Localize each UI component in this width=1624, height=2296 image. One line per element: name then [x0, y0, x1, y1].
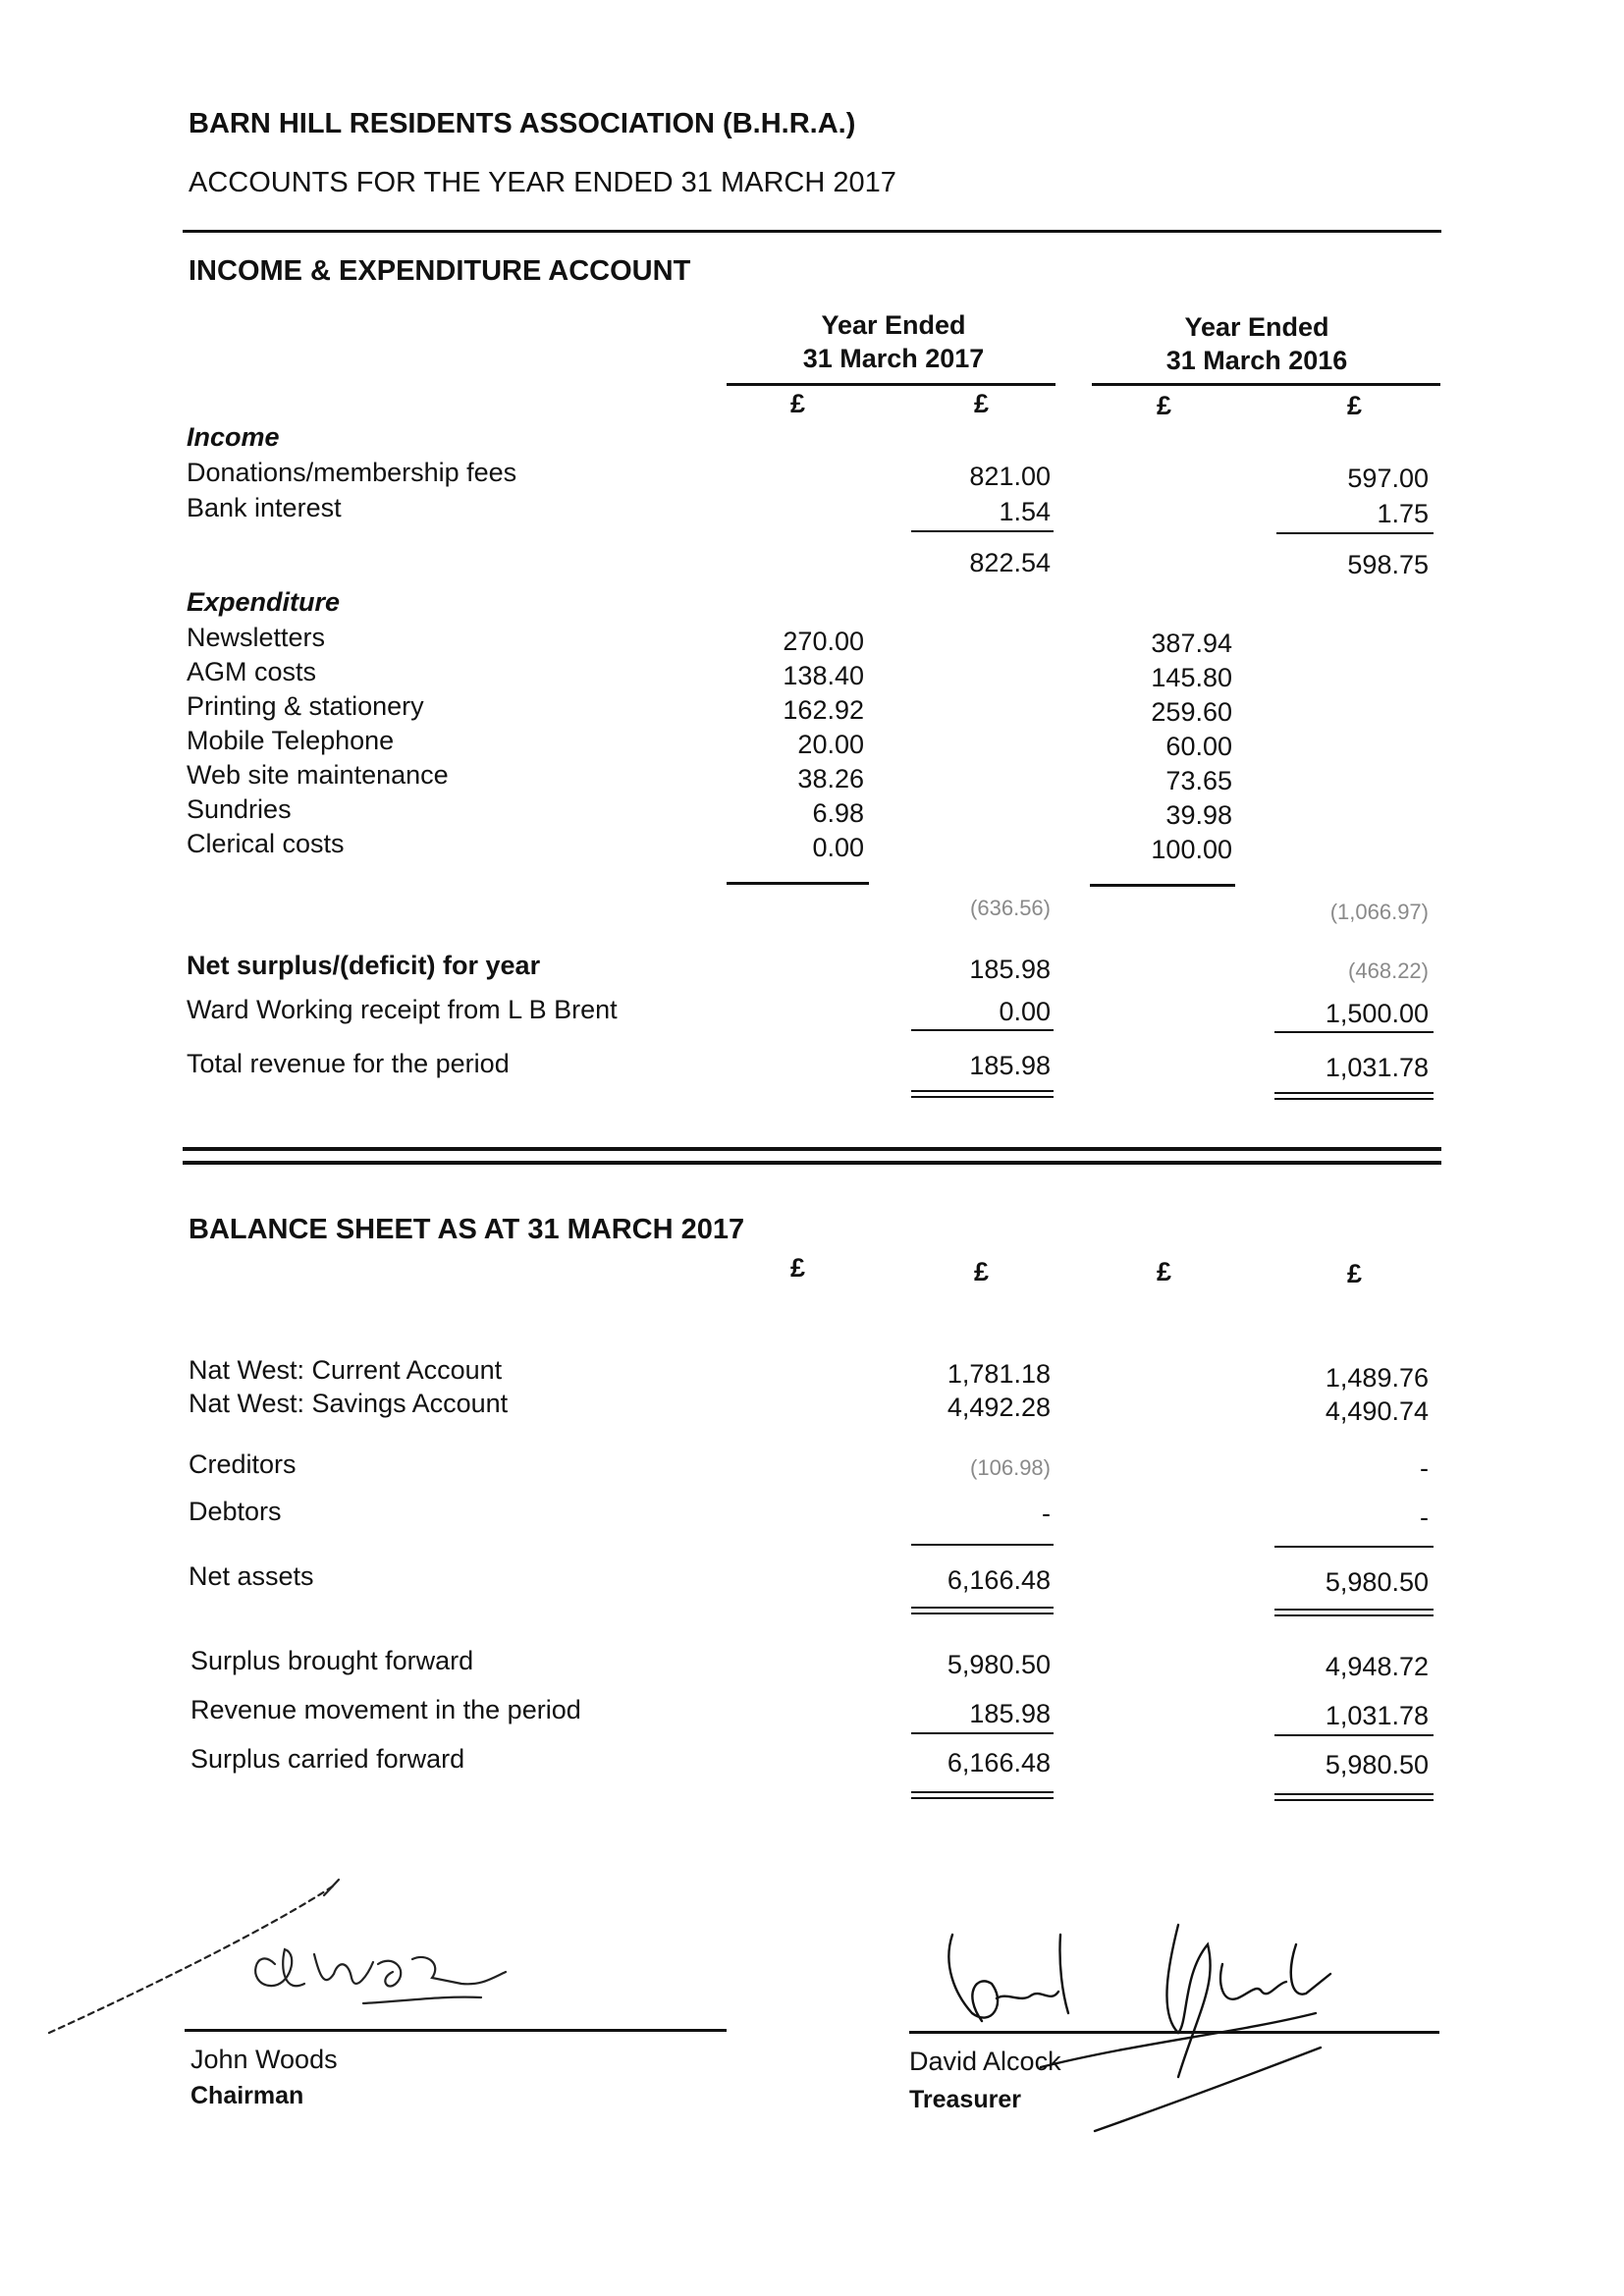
- chairman-signature: [39, 1856, 746, 2052]
- total-revenue-label: Total revenue for the period: [187, 1049, 510, 1078]
- expense-label: Newsletters: [187, 623, 326, 652]
- ward-working-label: Ward Working receipt from L B Brent: [187, 995, 618, 1024]
- currency-symbol: £: [790, 1253, 806, 1283]
- net-surplus-label: Net surplus/(deficit) for year: [187, 951, 541, 980]
- expense-2016: 60.00: [1165, 732, 1232, 761]
- col-2016-heading-line1: Year Ended: [1184, 312, 1329, 342]
- chairman-signature-line: [185, 2029, 727, 2032]
- revenue-movement-label: Revenue movement in the period: [190, 1695, 581, 1724]
- carried-forward-double-rule: [1274, 1793, 1434, 1795]
- col-2016-heading-rule: [1092, 383, 1440, 386]
- net-surplus-2016: (468.22): [1348, 958, 1429, 983]
- net-assets-label: Net assets: [189, 1561, 314, 1591]
- chairman-name: John Woods: [190, 2045, 338, 2074]
- debtors-2016: -: [1420, 1503, 1429, 1532]
- expense-2016: 39.98: [1165, 800, 1232, 830]
- net-assets-rule: [911, 1544, 1054, 1546]
- section-divider: [183, 1147, 1441, 1151]
- surplus-carried-forward-label: Surplus carried forward: [190, 1744, 465, 1774]
- net-assets-double-rule: [1274, 1609, 1434, 1611]
- chairman-role: Chairman: [190, 2082, 304, 2109]
- col-2017-heading-line2: 31 March 2017: [802, 344, 985, 373]
- expense-label: Mobile Telephone: [187, 726, 395, 755]
- savings-account-2016: 4,490.74: [1325, 1396, 1429, 1426]
- expense-2016: 259.60: [1151, 697, 1232, 727]
- currency-symbol: £: [1157, 1257, 1172, 1286]
- creditors-label: Creditors: [189, 1449, 297, 1479]
- expense-2017: 138.40: [783, 661, 864, 690]
- net-assets-double-rule: [1274, 1614, 1434, 1616]
- expense-2017: 270.00: [783, 627, 864, 656]
- surplus-brought-forward-label: Surplus brought forward: [190, 1646, 474, 1675]
- expense-2017: 162.92: [783, 695, 864, 725]
- creditors-2016: -: [1420, 1453, 1429, 1483]
- revenue-movement-2017: 185.98: [969, 1699, 1051, 1728]
- col-2017-heading-rule: [727, 383, 1056, 386]
- bank-interest-2017: 1.54: [999, 497, 1051, 526]
- bank-interest-label: Bank interest: [187, 493, 342, 522]
- total-revenue-2017: 185.98: [969, 1051, 1051, 1080]
- treasurer-name: David Alcock: [909, 2047, 1061, 2076]
- total-double-rule: [911, 1096, 1054, 1098]
- currency-symbol: £: [974, 389, 990, 418]
- expense-2017: 38.26: [797, 764, 864, 793]
- organisation-title: BARN HILL RESIDENTS ASSOCIATION (B.H.R.A.): [189, 108, 856, 139]
- surplus-brought-forward-2017: 5,980.50: [947, 1650, 1051, 1679]
- expense-2017: 0.00: [812, 833, 864, 862]
- income-heading: Income: [187, 422, 280, 452]
- donations-label: Donations/membership fees: [187, 458, 517, 487]
- ward-working-2016: 1,500.00: [1325, 999, 1429, 1028]
- ward-working-2017: 0.00: [999, 997, 1051, 1026]
- income-total-2017: 822.54: [969, 548, 1051, 577]
- expenditure-subtotal-rule: [1090, 884, 1235, 887]
- net-assets-rule: [1274, 1546, 1434, 1548]
- savings-account-label: Nat West: Savings Account: [189, 1389, 509, 1418]
- expenditure-total-2017: (636.56): [970, 896, 1051, 920]
- donations-2016: 597.00: [1347, 464, 1429, 493]
- carried-forward-double-rule: [911, 1791, 1054, 1793]
- balance-sheet-title: BALANCE SHEET AS AT 31 MARCH 2017: [189, 1214, 745, 1245]
- total-double-rule: [1274, 1092, 1434, 1094]
- expense-label: Printing & stationery: [187, 691, 424, 721]
- ward-subtotal-rule: [911, 1029, 1054, 1031]
- savings-account-2017: 4,492.28: [947, 1393, 1051, 1422]
- bank-interest-2016: 1.75: [1377, 499, 1429, 528]
- total-revenue-2016: 1,031.78: [1325, 1053, 1429, 1082]
- ward-subtotal-rule: [1274, 1031, 1434, 1033]
- current-account-2016: 1,489.76: [1325, 1363, 1429, 1393]
- income-subtotal-rule: [911, 530, 1054, 532]
- expense-label: Sundries: [187, 794, 292, 824]
- current-account-2017: 1,781.18: [947, 1359, 1051, 1389]
- currency-symbol: £: [974, 1257, 990, 1286]
- net-surplus-2017: 185.98: [969, 955, 1051, 984]
- col-2016-heading-line2: 31 March 2016: [1165, 346, 1348, 375]
- expense-2016: 387.94: [1151, 629, 1232, 658]
- income-total-2016: 598.75: [1347, 550, 1429, 579]
- expenditure-total-2016: (1,066.97): [1329, 900, 1429, 924]
- net-assets-double-rule: [911, 1607, 1054, 1609]
- carried-forward-double-rule: [1274, 1799, 1434, 1801]
- expense-2017: 6.98: [812, 798, 864, 828]
- carried-forward-rule: [911, 1732, 1054, 1734]
- carried-forward-double-rule: [911, 1797, 1054, 1799]
- expense-2017: 20.00: [797, 730, 864, 759]
- donations-2017: 821.00: [969, 462, 1051, 491]
- currency-symbol: £: [1347, 1259, 1363, 1288]
- net-assets-2017: 6,166.48: [947, 1565, 1051, 1595]
- expense-label: AGM costs: [187, 657, 317, 686]
- income-subtotal-rule: [1276, 532, 1434, 534]
- net-assets-double-rule: [911, 1613, 1054, 1614]
- expense-label: Web site maintenance: [187, 760, 449, 790]
- currency-symbol: £: [790, 389, 806, 418]
- expense-2016: 73.65: [1165, 766, 1232, 795]
- currency-symbol: £: [1157, 391, 1172, 420]
- total-double-rule: [911, 1090, 1054, 1092]
- carried-forward-rule: [1274, 1734, 1434, 1736]
- expenditure-heading: Expenditure: [187, 587, 341, 617]
- expense-2016: 100.00: [1151, 835, 1232, 864]
- treasurer-signature-line: [909, 2031, 1439, 2034]
- creditors-2017: (106.98): [970, 1455, 1051, 1480]
- surplus-carried-forward-2016: 5,980.50: [1325, 1750, 1429, 1779]
- debtors-2017: -: [1042, 1499, 1051, 1528]
- surplus-carried-forward-2017: 6,166.48: [947, 1748, 1051, 1777]
- revenue-movement-2016: 1,031.78: [1325, 1701, 1429, 1730]
- surplus-brought-forward-2016: 4,948.72: [1325, 1652, 1429, 1681]
- col-2017-heading-line1: Year Ended: [821, 310, 966, 340]
- expense-2016: 145.80: [1151, 663, 1232, 692]
- treasurer-role: Treasurer: [909, 2086, 1021, 2113]
- net-assets-2016: 5,980.50: [1325, 1567, 1429, 1597]
- header-rule: [183, 230, 1441, 233]
- section-divider: [183, 1161, 1441, 1165]
- debtors-label: Debtors: [189, 1497, 282, 1526]
- expense-label: Clerical costs: [187, 829, 345, 858]
- currency-symbol: £: [1347, 391, 1363, 420]
- expenditure-subtotal-rule: [727, 882, 869, 885]
- accounts-subtitle: ACCOUNTS FOR THE YEAR ENDED 31 MARCH 2017: [189, 167, 896, 198]
- current-account-label: Nat West: Current Account: [189, 1355, 503, 1385]
- ie-section-title: INCOME & EXPENDITURE ACCOUNT: [189, 255, 691, 287]
- total-double-rule: [1274, 1098, 1434, 1100]
